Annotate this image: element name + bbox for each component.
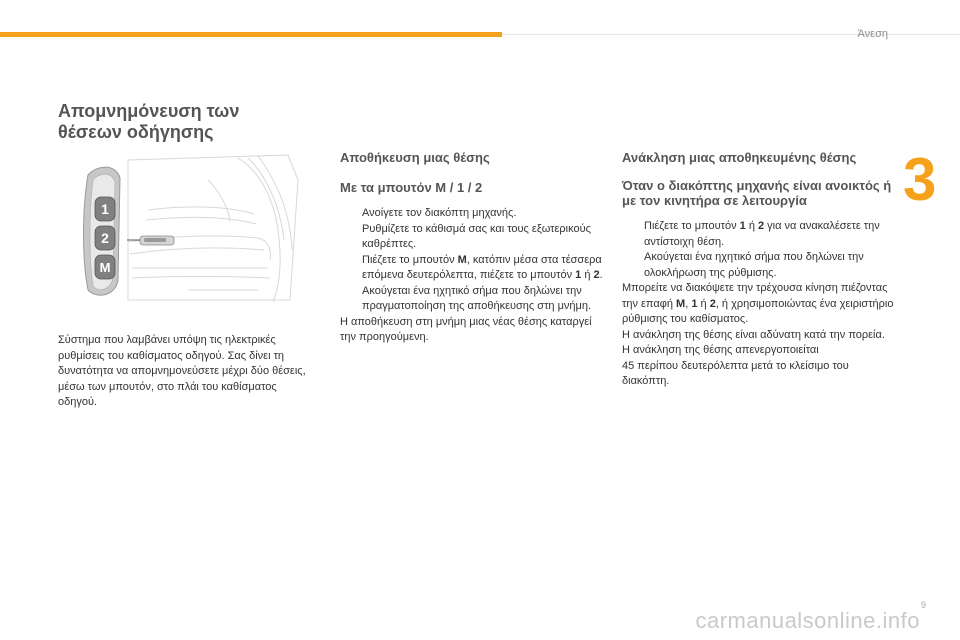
ignition-subheading: Όταν ο διακόπτης μηχανής είναι ανοικτός ή με τον κινητήρα σε λειτουργία — [622, 178, 892, 208]
svg-text:2: 2 — [101, 230, 109, 246]
page-title: Απομνημόνευση των θέσεων οδήγησης — [58, 101, 240, 142]
store-position-heading: Αποθήκευση μιας θέσης — [340, 150, 490, 165]
header-rule — [502, 34, 960, 35]
recall-position-heading: Ανάκληση μιας αποθηκευμένης θέσης — [622, 150, 857, 165]
list-item: Πιέζετε το μπουτόν M, κατόπιν μέσα στα τέσσερα επόμενα δευτερόλεπτα, πιέζετε το μπουτόν 1 ή 2. Ακούγεται ένα ηχητικό σήμα που δηλώνει την πραγματοποίηση της αποθήκευσης στη μνήμη. — [362, 253, 603, 312]
memory-button-1 — [95, 197, 115, 221]
deactivation-timing-text: 45 περίπου δευτερόλεπτα μετά το κλείσιμο του διακόπτη. — [622, 359, 849, 387]
store-steps-list — [340, 206, 610, 315]
intro-text: Σύστημα που λαμβάνει υπόψη τις ηλεκτρικές ρυθμίσεις του καθίσματος οδηγού. Σας δίνει τη δυνατότητα να απομνημονεύσετε μέχρι δύο θέσεις, μέσω των μπουτόν, στο πλάι του καθίσματος οδηγού. — [58, 334, 306, 408]
seat-illustration-svg — [58, 150, 308, 310]
memory-button-m — [95, 255, 115, 279]
watermark: carmanualsonline.info — [695, 608, 920, 633]
list-item: Πιέζετε το μπουτόν 1 ή 2 για να ανακαλέσετε την αντίστοιχη θέση. Ακούγεται ένα ηχητικό σήμα που δηλώνει την ολοκλήρωση της ρύθμισης. — [644, 220, 880, 279]
memory-button-2 — [95, 226, 115, 250]
interrupt-text: Μπορείτε να διακόψετε την τρέχουσα κίνηση πιέζοντας την επαφή M, 1 ή 2, ή χρησιμοποιώντας ένα χειριστήριο ρύθμισης του καθίσματος. — [622, 282, 894, 325]
list-item: Ρυθμίζετε το κάθισμά σας και τους εξωτερικούς καθρέπτες. — [362, 222, 591, 250]
page-number: 9 — [920, 600, 926, 610]
section-title: Άνεση — [857, 28, 888, 40]
svg-text:1: 1 — [101, 201, 109, 217]
deactivation-text: Η ανάκληση της θέσης απενεργοποιείται — [622, 344, 819, 356]
list-item: Ανοίγετε τον διακόπτη μηχανής. — [362, 207, 517, 219]
store-note: Η αποθήκευση στη μνήμη μιας νέας θέσης καταργεί την προηγούμενη. — [340, 315, 592, 343]
recall-position-column — [622, 150, 894, 390]
seat-memory-illustration — [58, 150, 308, 310]
chapter-number: 3 — [903, 146, 937, 213]
store-position-column — [340, 150, 610, 346]
driving-restriction-text: Η ανάκληση της θέσης είναι αδύνατη κατά την πορεία. — [622, 328, 885, 341]
header-accent-bar — [0, 32, 502, 37]
buttons-subheading: Με τα μπουτόν M / 1 / 2 — [340, 180, 483, 195]
recall-steps-list — [622, 219, 894, 281]
svg-text:M: M — [99, 260, 111, 275]
